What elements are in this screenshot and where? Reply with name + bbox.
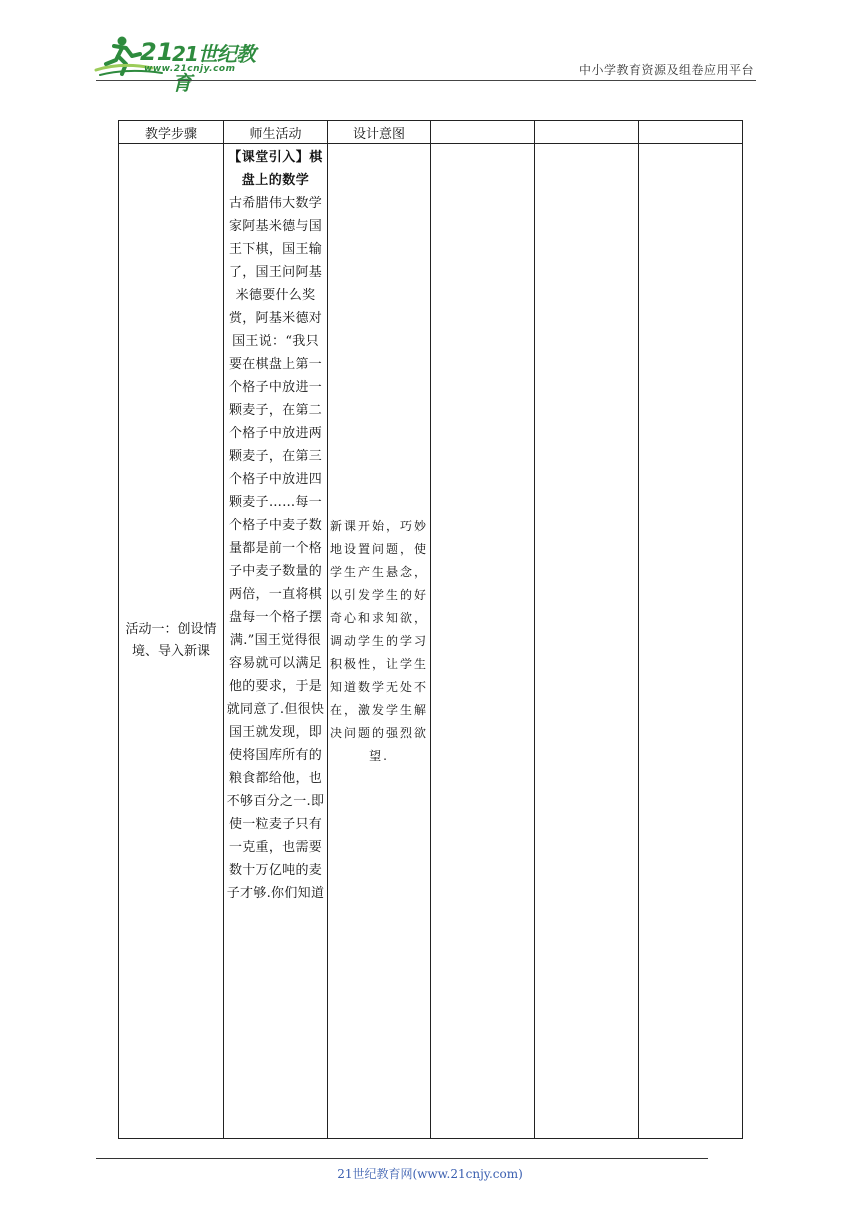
column-header-activity: 师生活动	[224, 121, 328, 144]
logo-text: 21世纪教育	[172, 42, 255, 95]
blank-cell-5	[535, 144, 639, 1139]
lesson-plan-table	[118, 120, 743, 1139]
logo-url: www.21cnjy.com	[144, 64, 236, 74]
table-header-row	[119, 121, 743, 144]
activity-cell	[224, 144, 328, 1139]
platform-name: 中小学教育资源及组卷应用平台	[578, 63, 754, 77]
intent-cell	[328, 144, 431, 1139]
table-row	[119, 144, 743, 1139]
column-header-step: 教学步骤	[119, 121, 224, 144]
step-label: 活动一：创设情境、导入新课	[125, 622, 217, 659]
site-logo[interactable]	[92, 34, 262, 95]
intent-text: 新课开始，巧妙地设置问题，使学生产生悬念，以引发学生的好奇心和求知欲，调动学生的学习积极性，让学生知道数学无处不在，激发学生解决问题的强烈欲望.	[329, 518, 428, 763]
column-header-blank-5	[535, 121, 639, 144]
svg-text:21: 21	[140, 38, 174, 66]
column-header-blank-4	[431, 121, 535, 144]
header-divider	[96, 80, 756, 81]
blank-cell-4	[431, 144, 535, 1139]
blank-cell-6	[639, 144, 743, 1139]
step-cell	[119, 144, 224, 1139]
activity-heading: 【课堂引入】棋盘上的数学	[228, 150, 323, 188]
footer-link[interactable]: 21世纪教育网(www.21cnjy.com)	[337, 1167, 523, 1181]
column-header-blank-6	[639, 121, 743, 144]
column-header-intent: 设计意图	[328, 121, 431, 144]
activity-body: 古希腊伟大数学家阿基米德与国王下棋，国王输了，国王问阿基米德要什么奖赏，阿基米德对国王说：“我只要在棋盘上第一个格子中放进一颗麦子，在第二个格子中放进两颗麦子，在第三个格子中放进四颗麦子……每一个格子中麦子数量都是前一个格子中麦子数量的两倍，一直将棋盘每一个格子摆满.”国王觉得很容易就可以满足他的要求，于是就同意了.但很快国王就发现，即使将国库所有的粮食都给他，也不够百分之一.即使一粒麦子只有一克重，也需要数十万亿吨的麦子才够.你们知道	[226, 196, 325, 901]
footer-divider	[96, 1158, 708, 1159]
page-header	[0, 0, 860, 95]
